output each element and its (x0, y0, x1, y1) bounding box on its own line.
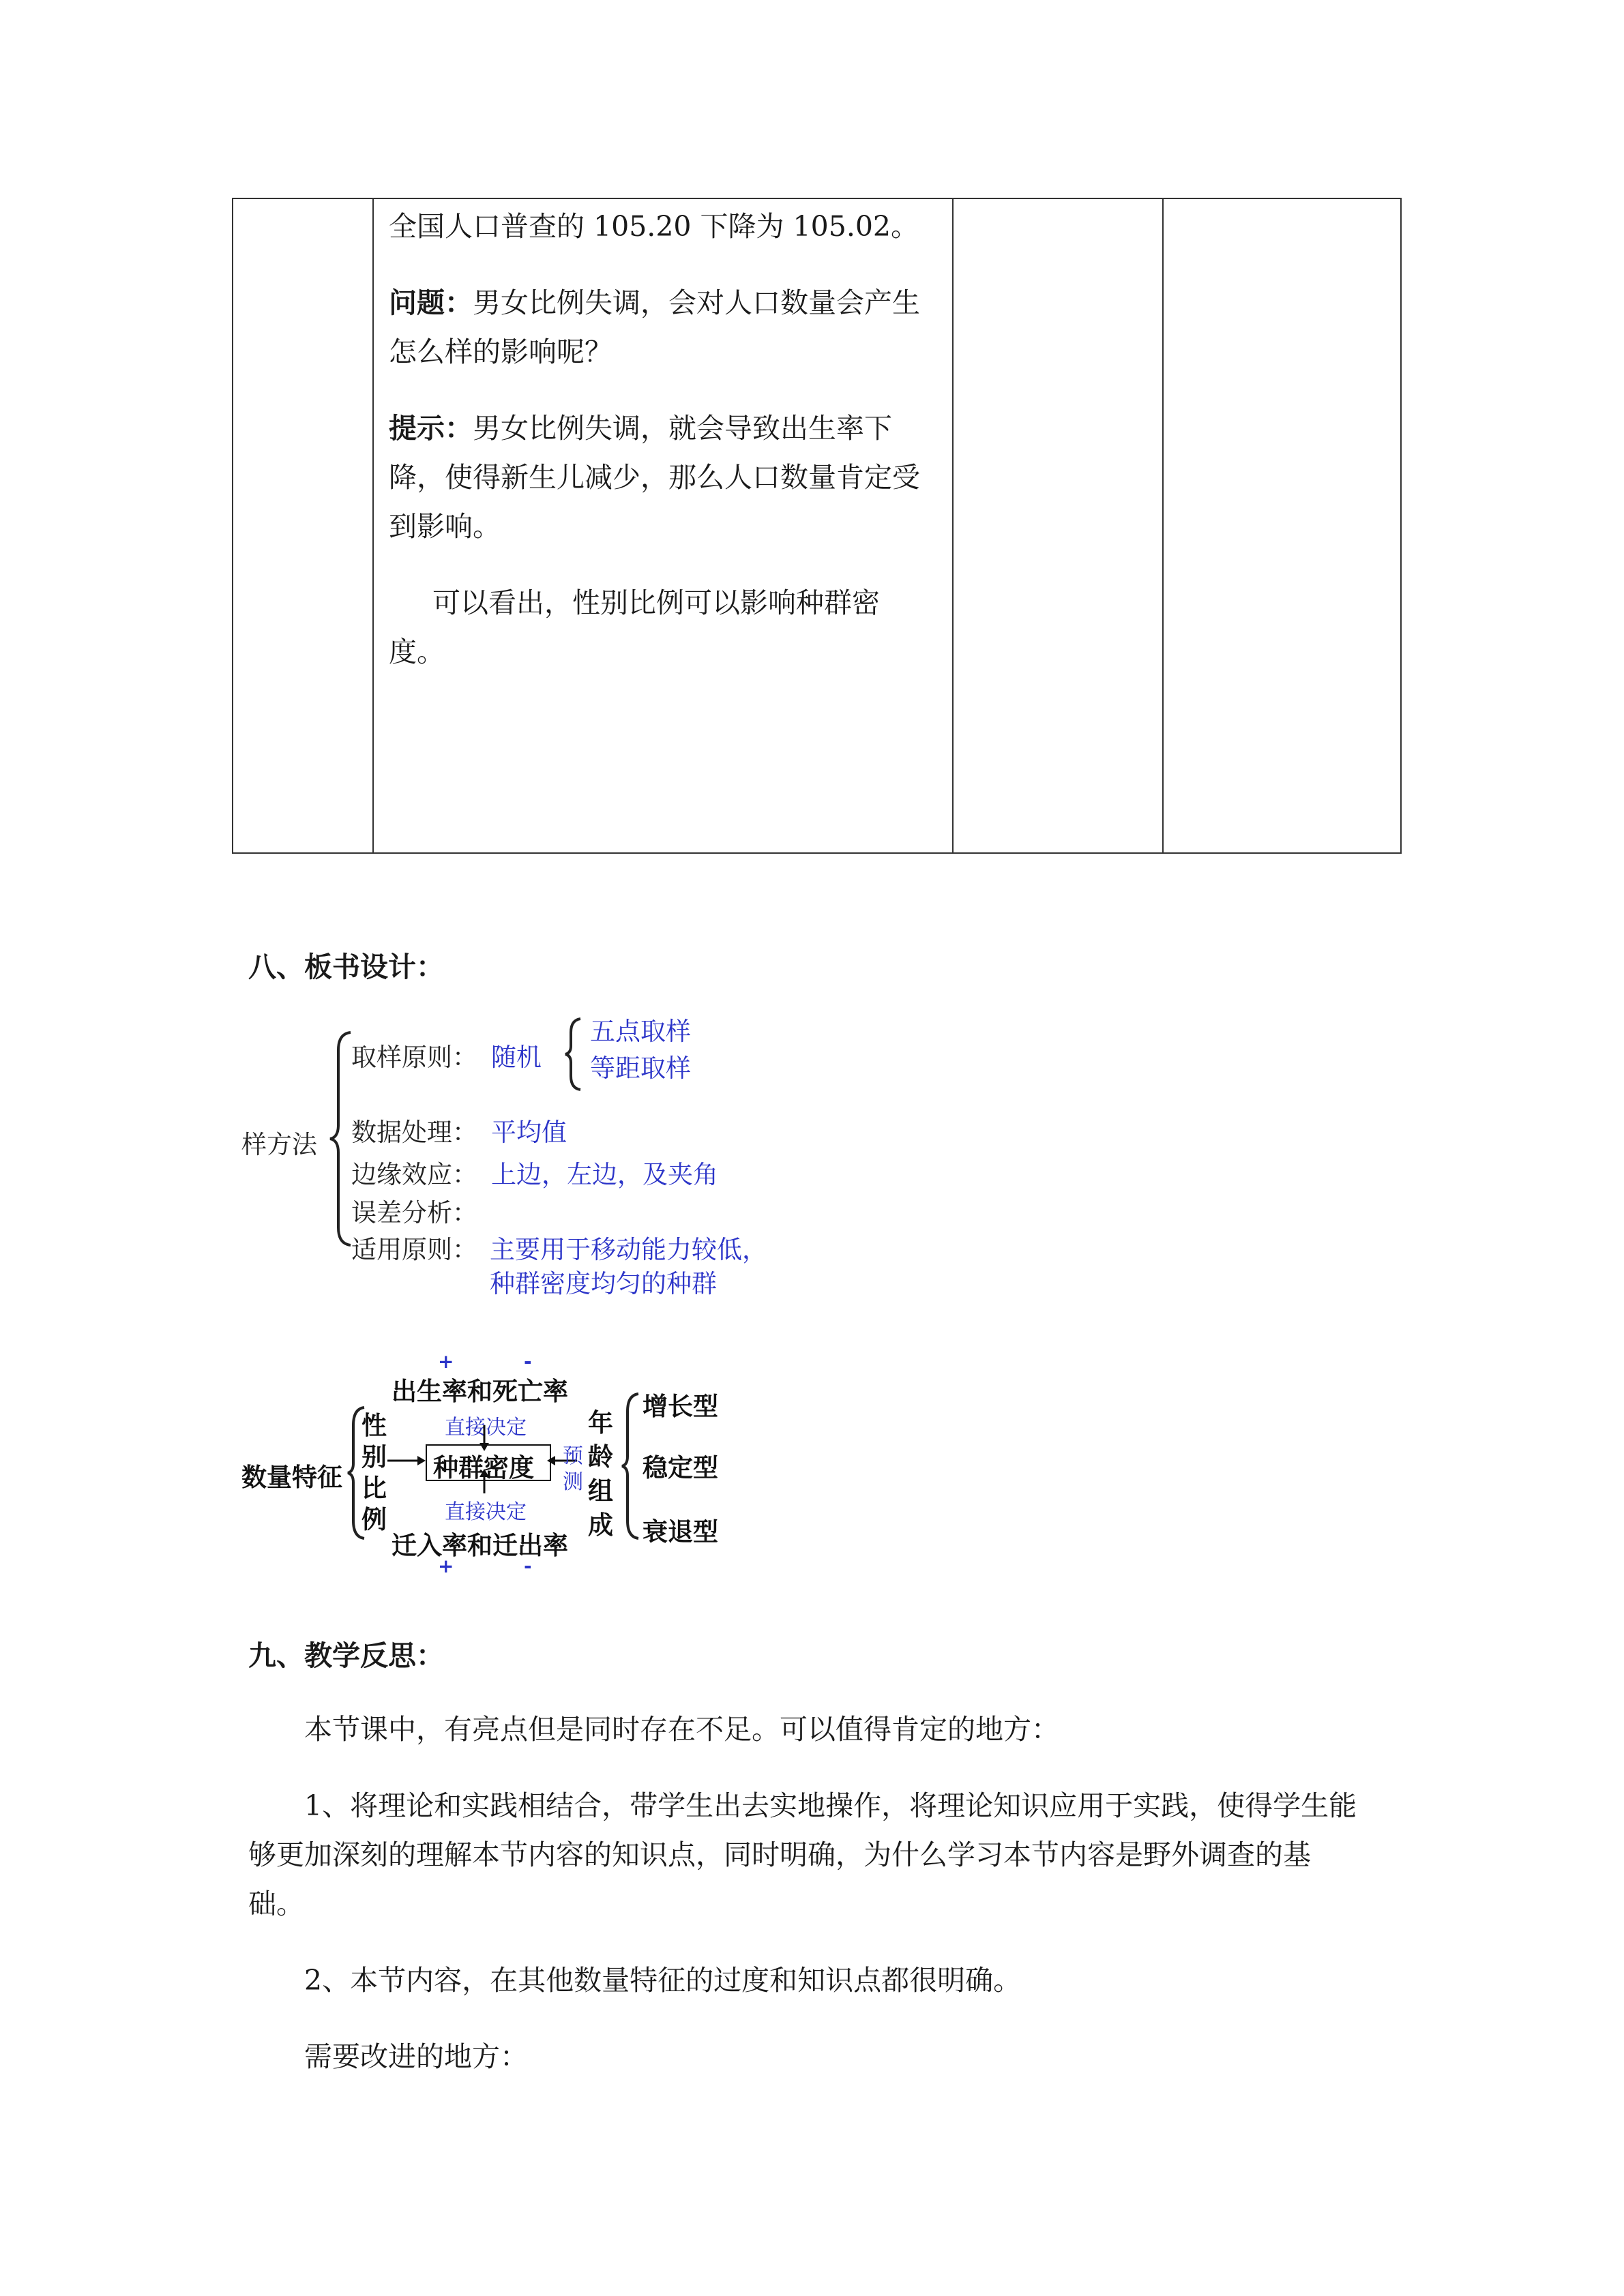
plus-sign: + (438, 1555, 454, 1577)
sex-ratio-char: 别 (361, 1442, 387, 1472)
minus-sign: - (524, 1555, 532, 1577)
sub-value: 等距取样 (590, 1054, 691, 1083)
right-brace (621, 1391, 641, 1541)
diagram-root-label: 数量特征 (241, 1463, 342, 1492)
birth-death-rate: 出生率和死亡率 (392, 1377, 568, 1406)
minus-sign: - (524, 1350, 532, 1373)
section-heading: 九、教学反思： (248, 1639, 444, 1672)
hint-paragraph (389, 404, 934, 551)
table-divider (372, 199, 374, 852)
row-value: 种群密度均匀的种群 (490, 1269, 717, 1298)
paragraph-line: 1、将理论和实践相结合，带学生出去实地操作，将理论知识应用于实践，使得学生能 (304, 1789, 1357, 1822)
age-char: 年 (588, 1408, 613, 1437)
row-value: 随机 (491, 1043, 542, 1072)
diagram-root-label: 样方法 (241, 1130, 317, 1159)
decide-label: 直接决定 (445, 1500, 527, 1524)
plus-sign: + (438, 1350, 454, 1373)
small-brace (563, 1016, 583, 1091)
paragraph: 本节课中，有亮点但是同时存在不足。可以值得肯定的地方： (304, 1713, 1059, 1746)
row-label: 边缘效应： (351, 1160, 477, 1189)
row-value: 上边，左边，及夹角 (491, 1160, 718, 1189)
lesson-table (232, 198, 1402, 854)
population-features-diagram (232, 1350, 778, 1589)
section-heading: 八、板书设计： (248, 951, 444, 983)
row-value: 平均值 (491, 1118, 567, 1147)
population-density: 种群密度 (433, 1453, 534, 1482)
cell-line: 全国人口普查的 105.20 下降为 105.02。 (389, 210, 919, 243)
age-type: 稳定型 (643, 1453, 718, 1482)
hint-text: 男女比例失调，就会导致出生率下降，使得新生儿减少，那么人口数量肯定受到影响。 (389, 412, 920, 543)
row-label: 数据处理： (351, 1118, 477, 1147)
paragraph: 2、本节内容，在其他数量特征的过度和知识点都很明确。 (304, 1964, 1022, 1997)
age-char: 组 (588, 1476, 613, 1506)
question-label: 问题： (389, 286, 473, 319)
age-char: 成 (588, 1510, 613, 1540)
age-type: 增长型 (643, 1392, 718, 1421)
row-value: 主要用于移动能力较低， (490, 1235, 767, 1264)
conclusion-paragraph: 可以看出，性别比例可以影响种群密度。 (389, 586, 880, 668)
paragraph-line: 够更加深刻的理解本节内容的知识点，同时明确，为什么学习本节内容是野外调查的基 (248, 1838, 1311, 1871)
big-brace (327, 1030, 355, 1248)
sub-value: 五点取样 (590, 1017, 691, 1046)
table-cell-content (389, 202, 934, 676)
row-label: 误差分析： (351, 1198, 477, 1227)
sex-ratio-char: 例 (361, 1505, 387, 1534)
row-label: 适用原则： (351, 1235, 477, 1264)
age-char: 龄 (588, 1442, 613, 1472)
question-paragraph (389, 278, 934, 376)
hint-label: 提示： (389, 412, 473, 445)
decide-label: 直接决定 (445, 1416, 527, 1440)
predict-char: 测 (563, 1470, 583, 1494)
paragraph: 需要改进的地方： (304, 2040, 528, 2073)
row-label: 取样原则： (351, 1043, 477, 1072)
predict-char: 预 (563, 1444, 583, 1468)
migration-rate: 迁入率和迁出率 (392, 1531, 568, 1560)
age-type: 衰退型 (643, 1517, 718, 1547)
table-divider (1162, 199, 1164, 852)
reflection-body (248, 1705, 1401, 2081)
sex-ratio-char: 比 (361, 1474, 387, 1503)
question-text: 男女比例失调，会对人口数量会产生怎么样的影响呢？ (389, 286, 920, 368)
quadrat-method-diagram (232, 1002, 846, 1302)
table-divider (952, 199, 954, 852)
paragraph-line: 础。 (248, 1888, 304, 1920)
sex-ratio-char: 性 (361, 1411, 387, 1440)
